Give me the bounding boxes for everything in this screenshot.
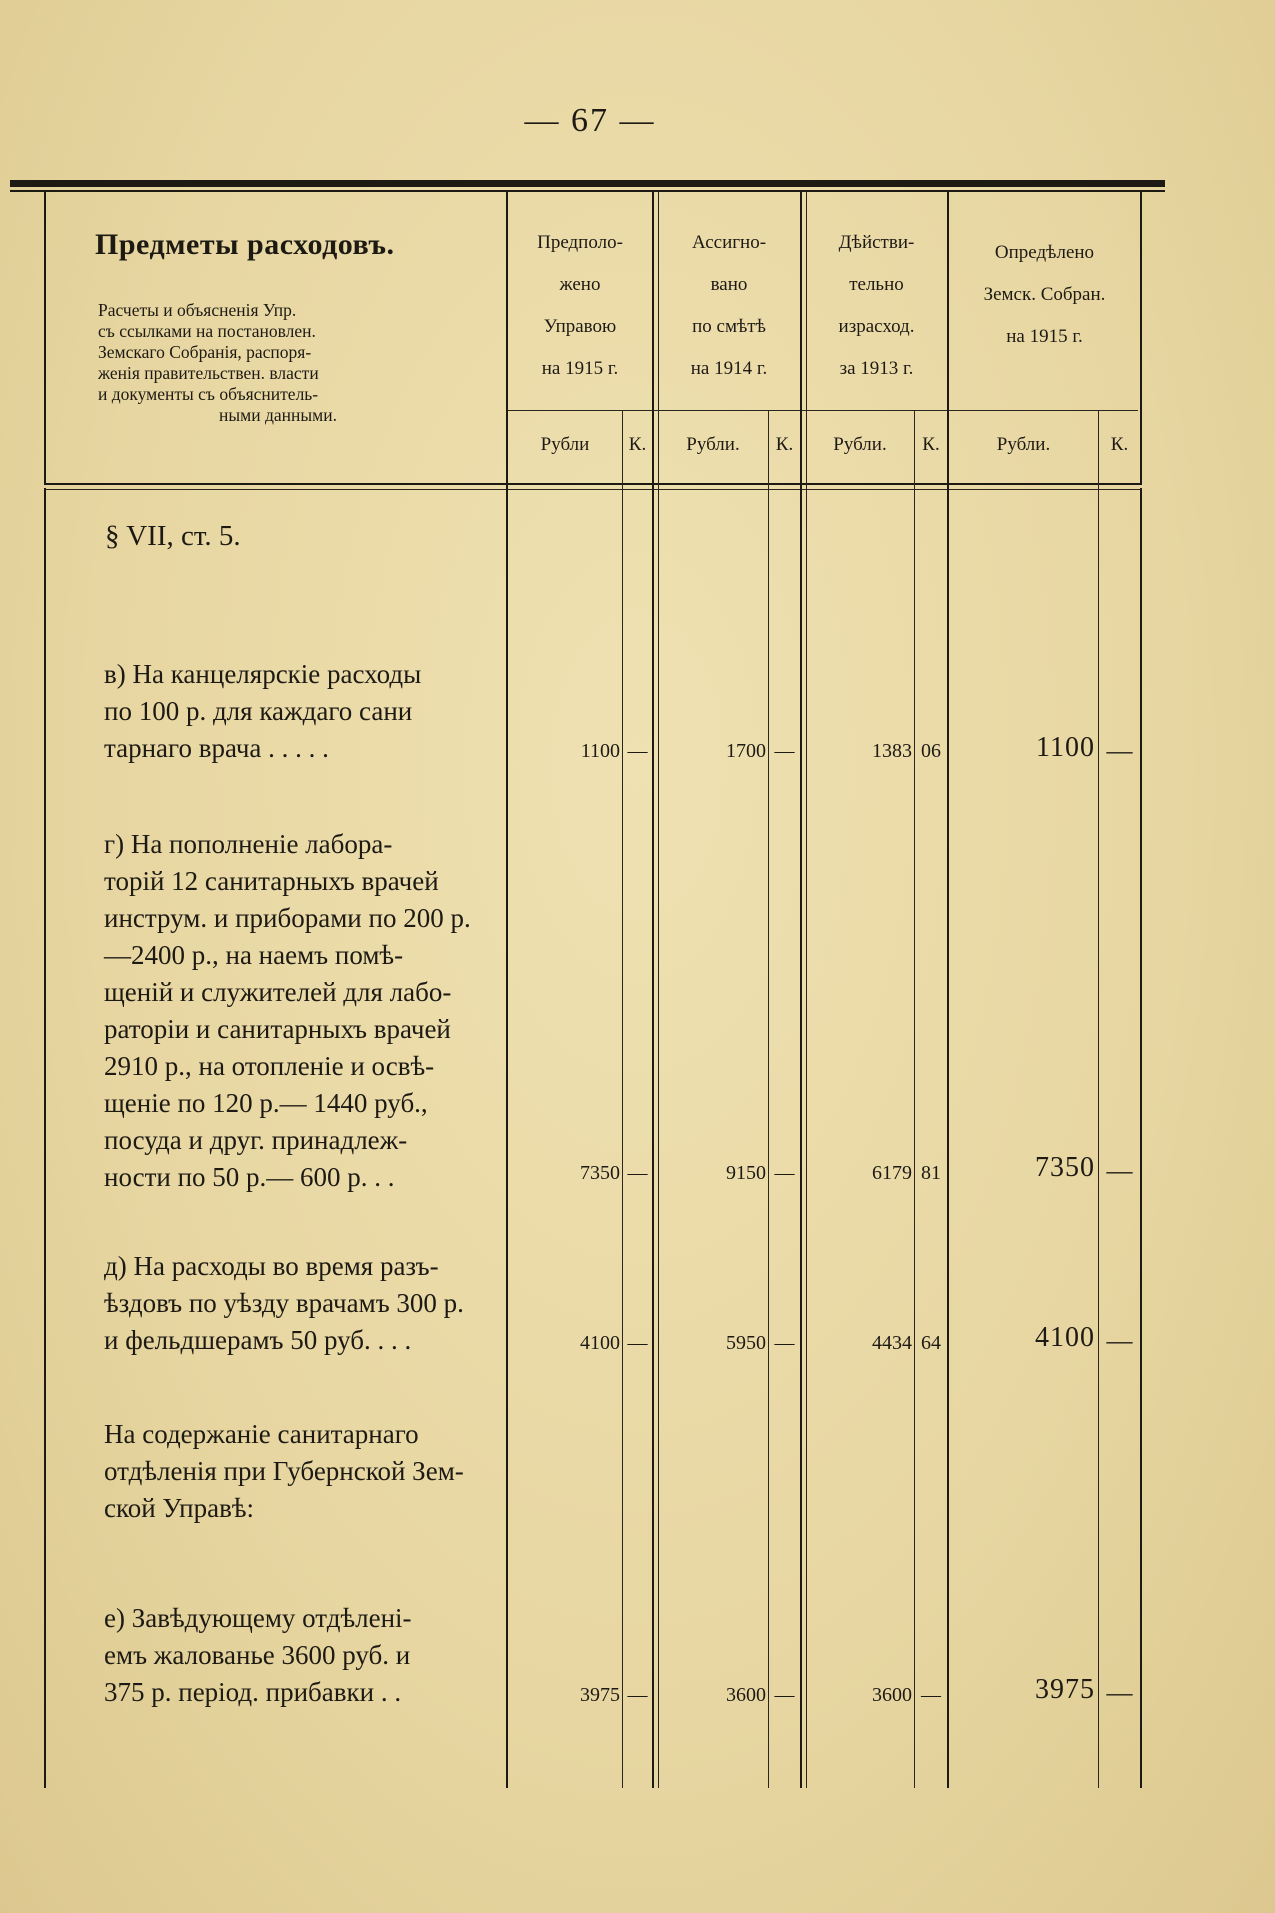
value-kop: — — [1106, 1678, 1133, 1707]
unit-rubles: Рубли — [540, 434, 590, 455]
page-number: — 67 — — [524, 102, 656, 139]
item-line: 375 р. період. прибавки . . — [104, 1677, 402, 1707]
table-border-right — [1140, 192, 1142, 484]
item-line: раторіи и санитарныхъ врачей — [104, 1014, 451, 1044]
column-header-line: Предполо- — [537, 232, 623, 253]
column-header-line: израсход. — [838, 316, 915, 337]
kop-sep-1 — [622, 410, 623, 1788]
item-line: На содержаніе санитарнаго — [104, 1419, 419, 1449]
value-determined: 7350 — [1035, 1152, 1095, 1183]
value-proposed: 1100 — [580, 740, 620, 762]
item-line: щеніе по 120 р.— 1440 руб., — [104, 1088, 428, 1118]
item-line: ской Управѣ: — [104, 1493, 255, 1523]
column-header-assigned — [658, 222, 800, 390]
subtitle-line: ными данными. — [219, 405, 337, 425]
header-rule-thin — [44, 489, 1142, 490]
value-determined: 1100 — [1036, 732, 1095, 763]
column-header-line: по смѣтѣ — [692, 316, 766, 337]
subtitle-line: съ ссылками на постановлен. — [98, 321, 316, 341]
column-header-line: жено — [559, 274, 601, 295]
value-kop: — — [774, 1332, 795, 1354]
subsection-heading — [104, 1416, 484, 1527]
kop-sep-3 — [914, 410, 915, 1788]
subtitle-line: и документы съ объяснитель- — [98, 384, 319, 404]
col-sep-2b — [658, 192, 659, 1788]
item-line: е) Завѣдующему отдѣлені- — [104, 1603, 412, 1633]
column-header-line: Ассигно- — [691, 232, 767, 253]
section-title: § VII, ст. 5. — [105, 520, 241, 552]
item-line: отдѣленія при Губернской Зем- — [104, 1456, 464, 1486]
unit-row-rule — [508, 410, 1138, 411]
value-determined: 4100 — [1035, 1322, 1095, 1353]
item-line: инструм. и приборами по 200 р. — [104, 903, 471, 933]
item-line: г) На пополненіе лабора- — [104, 829, 393, 859]
value-actual: 4434 — [872, 1332, 912, 1354]
item-line: ности по 50 р.— 600 р. . . — [104, 1162, 395, 1192]
header-title: Предметы расходовъ. — [95, 228, 395, 261]
col-sep-2 — [652, 192, 654, 1788]
header-subtitle — [98, 300, 458, 426]
column-header-proposed — [508, 222, 652, 390]
value-assigned: 1700 — [726, 740, 766, 762]
item-line: —2400 р., на наемъ помѣ- — [104, 940, 404, 970]
column-header-line: тельно — [849, 274, 904, 295]
item-line: тарнаго врача . . . . . — [104, 733, 329, 763]
col-sep-3 — [800, 192, 802, 1788]
value-actual: 3600 — [872, 1684, 912, 1706]
item-text — [104, 826, 484, 1196]
unit-rubles: Рубли. — [686, 434, 740, 455]
col-sep-3b — [806, 192, 807, 1788]
column-header-line: на 1915 г. — [1006, 326, 1083, 347]
item-line: 2910 р., на отопленіе и освѣ- — [104, 1051, 435, 1081]
subtitle-line: женія правительствен. власти — [98, 363, 319, 383]
item-line: в) На канцелярскіе расходы — [104, 659, 422, 689]
table-border-left-body — [44, 488, 46, 1788]
value-proposed: 3975 — [580, 1684, 620, 1706]
value-kop: 64 — [921, 1332, 941, 1354]
column-header-line: Земск. Собран. — [983, 284, 1106, 305]
item-line: щеній и служителей для лабо- — [104, 977, 452, 1007]
value-actual: 1383 — [872, 740, 912, 762]
value-kop: — — [921, 1684, 941, 1706]
unit-rubles: Рубли. — [833, 434, 887, 455]
column-header-line: Опредѣлено — [994, 242, 1095, 263]
column-header-determined — [949, 232, 1140, 358]
item-line: посуда и друг. принадлеж- — [104, 1125, 408, 1155]
header-rule — [44, 483, 1142, 485]
value-determined: 3975 — [1035, 1674, 1095, 1705]
column-header-line: за 1913 г. — [839, 358, 914, 379]
item-line: ѣздовъ по уѣзду врачамъ 300 р. — [104, 1288, 464, 1318]
top-rule-thick — [10, 180, 1165, 187]
column-header-actual — [806, 222, 947, 390]
value-kop: — — [1106, 736, 1133, 765]
value-kop: — — [774, 740, 795, 762]
value-kop: — — [774, 1162, 795, 1184]
kop-sep-2 — [768, 410, 769, 1788]
item-line: д) На расходы во время разъ- — [104, 1251, 439, 1281]
column-header-line: вано — [710, 274, 748, 295]
column-header-line: Управою — [543, 316, 617, 337]
value-kop: — — [627, 1332, 648, 1354]
item-line: емъ жалованье 3600 руб. и — [104, 1640, 411, 1670]
unit-kopecks: К. — [628, 434, 647, 455]
kop-sep-4 — [1098, 410, 1099, 1788]
value-kop: — — [627, 740, 648, 762]
value-proposed: 4100 — [580, 1332, 620, 1354]
column-header-line: Дѣйстви- — [838, 232, 915, 253]
value-actual: 6179 — [872, 1162, 912, 1184]
item-text — [104, 656, 484, 767]
value-kop: — — [774, 1684, 795, 1706]
unit-kopecks: К. — [1110, 434, 1129, 455]
value-kop: 06 — [921, 740, 941, 762]
item-text — [104, 1600, 484, 1711]
subtitle-line: Расчеты и объясненія Упр. — [98, 300, 297, 320]
item-line: и фельдшерамъ 50 руб. . . . — [104, 1325, 412, 1355]
value-kop: — — [1106, 1156, 1133, 1185]
item-line: по 100 р. для каждаго сани — [104, 696, 413, 726]
value-kop: 81 — [921, 1162, 941, 1184]
value-kop: — — [627, 1162, 648, 1184]
unit-kopecks: К. — [775, 434, 794, 455]
table-border-right-body — [1140, 488, 1142, 1788]
col-sep-4 — [947, 192, 949, 1788]
value-proposed: 7350 — [580, 1162, 620, 1184]
value-kop: — — [627, 1684, 648, 1706]
value-assigned: 9150 — [726, 1162, 766, 1184]
subtitle-line: Земскаго Собранія, распоря- — [98, 342, 312, 362]
top-rule-thin — [10, 190, 1165, 192]
unit-rubles: Рубли. — [996, 434, 1051, 455]
table-border-left — [44, 192, 46, 484]
column-header-line: на 1914 г. — [690, 358, 768, 379]
column-header-line: на 1915 г. — [541, 358, 619, 379]
value-kop: — — [1106, 1326, 1133, 1355]
item-text — [104, 1248, 484, 1359]
value-assigned: 3600 — [726, 1684, 766, 1706]
col-sep-1 — [506, 192, 508, 1788]
unit-kopecks: К. — [922, 434, 940, 455]
value-assigned: 5950 — [726, 1332, 766, 1354]
item-line: торій 12 санитарныхъ врачей — [104, 866, 439, 896]
